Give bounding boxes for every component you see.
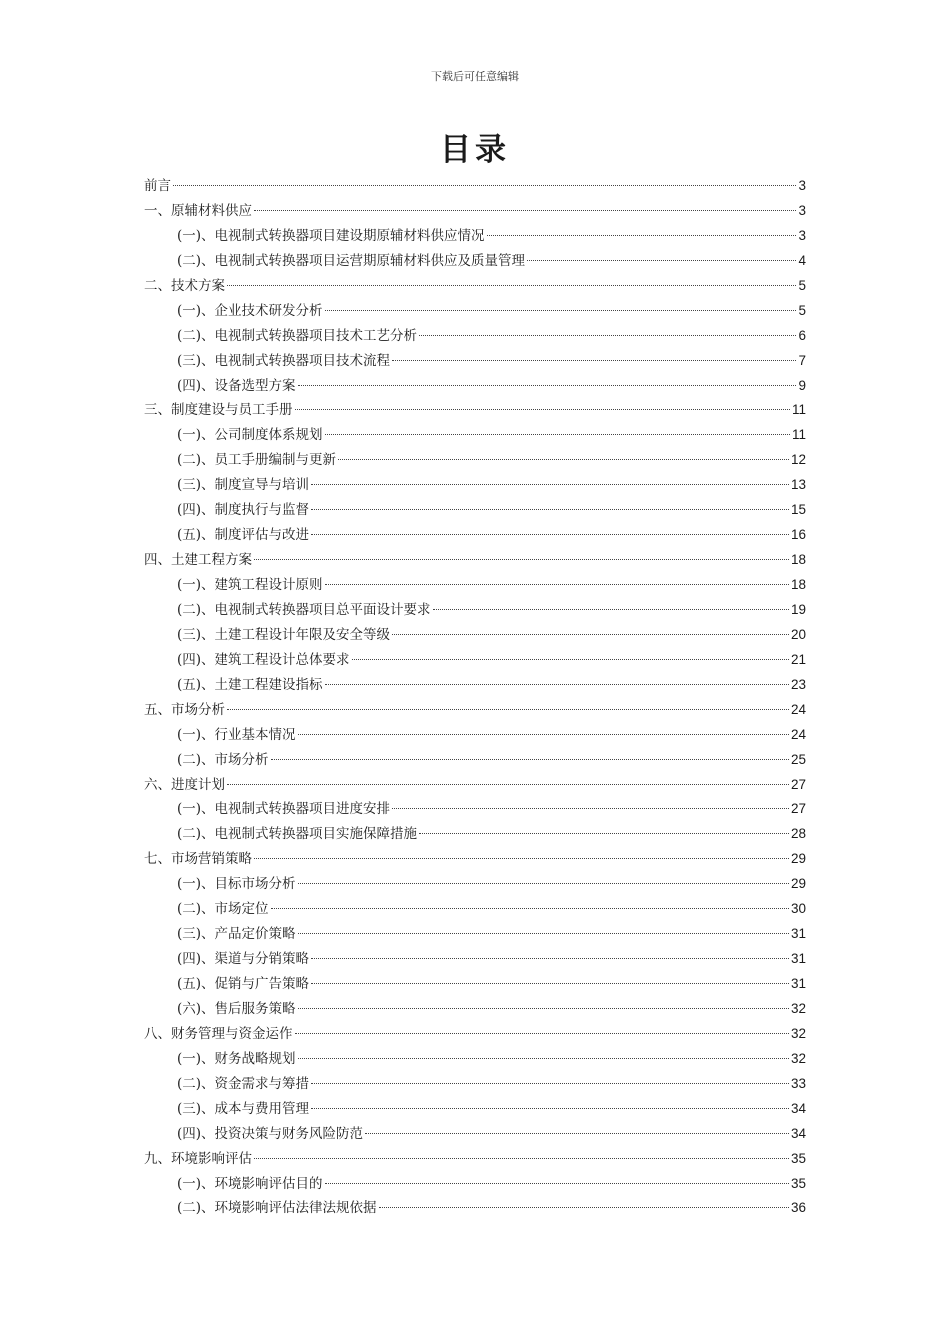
toc-entry-label: (二)、环境影响评估法律法规依据 [177, 1200, 377, 1217]
toc-dot-leader [298, 733, 789, 735]
toc-entry[interactable] [144, 299, 806, 324]
toc-dot-leader [325, 1182, 789, 1184]
toc-entry-label: (三)、制度宣导与培训 [177, 477, 310, 494]
toc-dot-leader [227, 284, 796, 286]
toc-entry-label: (六)、售后服务策略 [177, 1000, 296, 1017]
toc-entry-label: (三)、成本与费用管理 [177, 1100, 310, 1117]
toc-entry[interactable] [144, 947, 806, 972]
toc-entry-page-number: 32 [790, 1050, 806, 1066]
toc-entry[interactable] [144, 374, 806, 399]
toc-entry[interactable] [144, 249, 806, 274]
toc-dot-leader [271, 758, 789, 760]
toc-entry-label: (三)、土建工程设计年限及安全等级 [177, 626, 391, 643]
toc-dot-leader [325, 683, 789, 685]
toc-dot-leader [419, 832, 789, 834]
toc-entry[interactable] [144, 997, 806, 1022]
toc-entry-page-number: 15 [790, 502, 806, 518]
toc-entry[interactable] [144, 1022, 806, 1047]
toc-entry-page-number: 13 [790, 477, 806, 493]
toc-dot-leader [379, 1206, 789, 1208]
toc-entry-label: (一)、电视制式转换器项目建设期原辅材料供应情况 [177, 227, 485, 244]
toc-entry-page-number: 29 [790, 876, 806, 892]
toc-entry[interactable] [144, 748, 806, 773]
toc-entry[interactable] [144, 274, 806, 299]
toc-entry[interactable] [144, 199, 806, 224]
toc-entry-label: (五)、土建工程建设指标 [177, 676, 323, 693]
toc-entry[interactable] [144, 598, 806, 623]
toc-entry-page-number: 6 [798, 327, 806, 343]
toc-entry-page-number: 34 [790, 1125, 806, 1141]
toc-entry[interactable] [144, 972, 806, 997]
toc-entry[interactable] [144, 573, 806, 598]
toc-entry-page-number: 12 [790, 452, 806, 468]
toc-entry-page-number: 3 [798, 202, 806, 218]
toc-entry-page-number: 34 [790, 1100, 806, 1116]
toc-entry[interactable] [144, 548, 806, 573]
toc-entry-label: (一)、建筑工程设计原则 [177, 577, 323, 593]
toc-entry-label: (一)、目标市场分析 [177, 876, 296, 893]
toc-entry-label: (一)、环境影响评估目的 [177, 1175, 323, 1192]
toc-entry-page-number: 23 [790, 676, 806, 692]
toc-entry[interactable] [144, 1196, 806, 1221]
toc-entry-label: 一、原辅材料供应 [144, 202, 252, 219]
toc-entry-label: 五、市场分析 [144, 701, 225, 718]
toc-entry[interactable] [144, 872, 806, 897]
table-of-contents [144, 174, 806, 1221]
toc-entry-page-number: 28 [790, 826, 806, 842]
toc-entry-page-number: 27 [790, 776, 806, 792]
toc-dot-leader [311, 483, 789, 485]
toc-entry-page-number: 4 [798, 252, 806, 268]
toc-dot-leader [419, 334, 796, 336]
toc-entry-page-number: 3 [798, 178, 806, 193]
toc-entry-label: 二、技术方案 [144, 277, 225, 294]
toc-dot-leader [254, 558, 789, 560]
toc-entry-label: (一)、公司制度体系规划 [177, 427, 323, 444]
toc-entry-label: (二)、员工手册编制与更新 [177, 452, 337, 469]
toc-dot-leader [527, 259, 796, 261]
toc-dot-leader [325, 433, 790, 435]
toc-dot-leader [254, 1157, 789, 1159]
toc-dot-leader [392, 807, 789, 809]
toc-entry-label: 三、制度建设与员工手册 [144, 402, 293, 419]
toc-entry-page-number: 9 [798, 377, 806, 393]
toc-entry-page-number: 25 [790, 751, 806, 767]
toc-dot-leader [298, 1057, 789, 1059]
toc-entry-page-number: 16 [790, 527, 806, 543]
toc-entry[interactable] [144, 448, 806, 473]
toc-entry-label: (一)、财务战略规划 [177, 1050, 296, 1067]
toc-entry-label: 前言 [144, 178, 171, 194]
toc-dot-leader [298, 932, 789, 934]
toc-entry-page-number: 24 [790, 726, 806, 742]
toc-dot-leader [298, 1007, 789, 1009]
toc-entry[interactable] [144, 723, 806, 748]
toc-dot-leader [311, 1082, 789, 1084]
toc-entry[interactable] [144, 847, 806, 872]
toc-entry-page-number: 18 [790, 552, 806, 568]
toc-entry-page-number: 20 [790, 626, 806, 642]
toc-entry[interactable] [144, 1072, 806, 1097]
toc-entry-label: (五)、制度评估与改进 [177, 527, 310, 544]
toc-entry-page-number: 18 [790, 577, 806, 592]
toc-entry-page-number: 32 [790, 1000, 806, 1016]
toc-dot-leader [311, 508, 789, 510]
toc-entry[interactable] [144, 398, 806, 423]
toc-dot-leader [338, 458, 789, 460]
toc-entry[interactable] [144, 523, 806, 548]
toc-entry[interactable] [144, 174, 806, 199]
toc-entry-label: (三)、电视制式转换器项目技术流程 [177, 352, 391, 369]
toc-dot-leader [311, 957, 789, 959]
toc-entry[interactable] [144, 349, 806, 374]
toc-entry-page-number: 31 [790, 976, 806, 991]
toc-entry-page-number: 35 [790, 1175, 806, 1191]
toc-entry-page-number: 35 [790, 1150, 806, 1166]
toc-entry[interactable] [144, 897, 806, 922]
toc-entry[interactable] [144, 922, 806, 947]
toc-dot-leader [173, 184, 796, 186]
toc-dot-leader [295, 1032, 789, 1034]
toc-dot-leader [295, 408, 790, 410]
toc-entry-label: (一)、电视制式转换器项目进度安排 [177, 801, 391, 818]
toc-entry-label: (一)、行业基本情况 [177, 726, 296, 743]
toc-entry[interactable] [144, 797, 806, 822]
toc-entry[interactable] [144, 822, 806, 847]
toc-entry[interactable] [144, 224, 806, 249]
toc-dot-leader [392, 359, 796, 361]
toc-entry-label: (二)、电视制式转换器项目技术工艺分析 [177, 327, 418, 344]
toc-entry[interactable] [144, 423, 806, 448]
toc-entry-label: (四)、投资决策与财务风险防范 [177, 1125, 364, 1142]
toc-entry[interactable] [144, 623, 806, 648]
toc-entry-page-number: 36 [790, 1200, 806, 1216]
toc-entry-label: (四)、设备选型方案 [177, 377, 296, 394]
toc-entry-label: (一)、企业技术研发分析 [177, 302, 323, 319]
toc-entry-label: (四)、渠道与分销策略 [177, 951, 310, 968]
toc-entry[interactable] [144, 1147, 806, 1172]
toc-dot-leader [227, 783, 789, 785]
header-note: 下载后可任意编辑 [431, 70, 519, 83]
toc-entry-page-number: 7 [798, 352, 806, 368]
toc-dot-leader [298, 384, 797, 386]
toc-entry-page-number: 21 [790, 651, 806, 667]
toc-dot-leader [352, 658, 789, 660]
toc-entry[interactable] [144, 773, 806, 798]
toc-entry-label: 九、环境影响评估 [144, 1150, 252, 1167]
toc-entry-label: (五)、促销与广告策略 [177, 976, 310, 992]
toc-entry-page-number: 30 [790, 901, 806, 917]
toc-entry[interactable] [144, 473, 806, 498]
toc-entry-page-number: 3 [798, 227, 806, 243]
toc-entry-page-number: 19 [790, 601, 806, 617]
toc-entry[interactable] [144, 1097, 806, 1122]
toc-dot-leader [392, 633, 789, 635]
toc-dot-leader [254, 209, 796, 211]
toc-entry-label: (二)、电视制式转换器项目总平面设计要求 [177, 601, 431, 618]
toc-entry-label: (二)、市场定位 [177, 901, 269, 918]
toc-entry-label: 七、市场营销策略 [144, 851, 252, 868]
toc-entry[interactable] [144, 324, 806, 349]
toc-entry-page-number: 24 [790, 701, 806, 717]
toc-entry-page-number: 11 [791, 402, 806, 418]
toc-dot-leader [365, 1132, 789, 1134]
toc-entry-label: (二)、资金需求与筹措 [177, 1075, 310, 1092]
toc-entry-page-number: 31 [790, 926, 806, 942]
toc-entry-label: (四)、制度执行与监督 [177, 502, 310, 519]
toc-dot-leader [311, 1107, 789, 1109]
toc-dot-leader [433, 608, 789, 610]
toc-entry-label: (三)、产品定价策略 [177, 926, 296, 943]
toc-entry-label: 四、土建工程方案 [144, 552, 252, 569]
toc-entry[interactable] [144, 1047, 806, 1072]
toc-entry-page-number: 32 [790, 1025, 806, 1041]
toc-entry[interactable] [144, 648, 806, 673]
toc-entry-label: (二)、电视制式转换器项目运营期原辅材料供应及质量管理 [177, 252, 526, 269]
toc-entry-page-number: 33 [790, 1075, 806, 1091]
toc-entry-label: 八、财务管理与资金运作 [144, 1025, 293, 1042]
toc-dot-leader [298, 882, 789, 884]
toc-dot-leader [487, 234, 797, 236]
toc-entry-label: (二)、电视制式转换器项目实施保障措施 [177, 826, 418, 843]
toc-entry[interactable] [144, 673, 806, 698]
toc-entry-label: (二)、市场分析 [177, 751, 269, 768]
toc-dot-leader [325, 309, 797, 311]
toc-entry-page-number: 31 [790, 951, 806, 967]
toc-entry-page-number: 11 [791, 427, 806, 443]
toc-dot-leader [311, 982, 789, 984]
toc-dot-leader [271, 907, 789, 909]
page-title: 目录 [440, 132, 510, 168]
toc-dot-leader [325, 583, 789, 585]
toc-dot-leader [254, 857, 789, 859]
toc-entry[interactable] [144, 1122, 806, 1147]
toc-entry[interactable] [144, 1172, 806, 1197]
toc-entry[interactable] [144, 498, 806, 523]
toc-entry-label: 六、进度计划 [144, 776, 225, 793]
toc-entry-page-number: 5 [798, 277, 806, 293]
toc-entry[interactable] [144, 698, 806, 723]
toc-dot-leader [311, 533, 789, 535]
toc-entry-page-number: 27 [790, 801, 806, 817]
toc-entry-label: (四)、建筑工程设计总体要求 [177, 651, 350, 668]
toc-dot-leader [227, 708, 789, 710]
toc-entry-page-number: 29 [790, 851, 806, 867]
toc-entry-page-number: 5 [798, 302, 806, 318]
